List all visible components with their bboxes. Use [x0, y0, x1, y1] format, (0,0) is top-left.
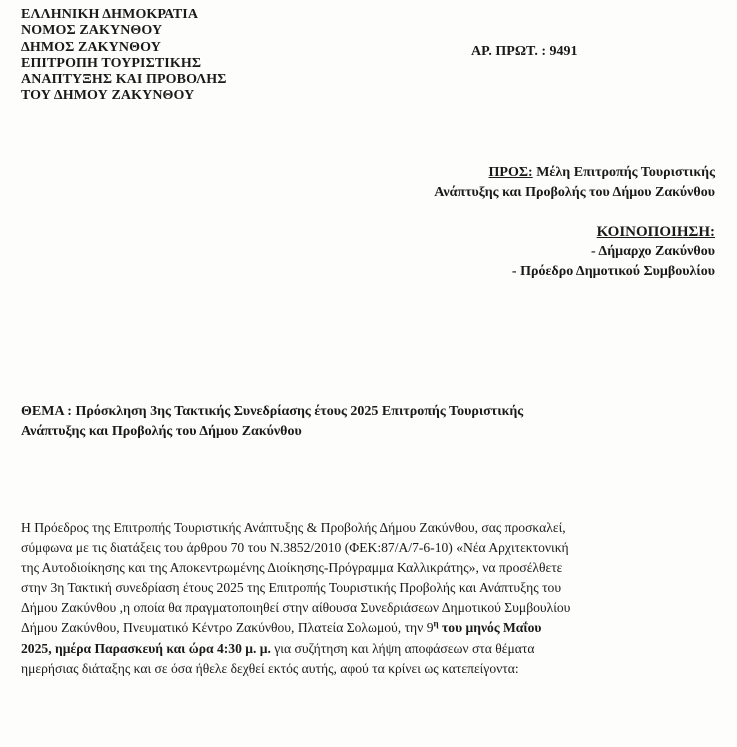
- body-line: Η Πρόεδρος της Επιτροπής Τουριστικής Ανάπτυξης & Προβολής Δήμου Ζακύνθου, σας προσκαλεί,: [21, 520, 566, 535]
- body-line: ημερήσιας διάταξης και σε όσα ήθελε δεχθεί εκτός αυτής, αφού τα κρίνει ως κατεπείγοντα:: [21, 660, 519, 676]
- body-line: Δήμου Ζακύνθου ,η οποία θα πραγματοποιηθεί στην αίθουσα Συνεδριάσεων Δημοτικού Συμβουλίου: [21, 600, 571, 616]
- subject-block: [21, 402, 523, 442]
- cc-item: - Πρόεδρο Δημοτικού Συμβουλίου: [511, 264, 715, 279]
- cc-block: [512, 222, 715, 282]
- ordinal-superscript: η: [433, 618, 439, 629]
- body-text-run: Δήμου Ζακύνθου, Πνευματικό Κέντρο Ζακύνθου, Πλατεία Σολωμού, την 9: [21, 620, 434, 636]
- subject-line: Ανάπτυξης και Προβολής του Δήμου Ζακύνθου: [21, 424, 302, 439]
- recipients-line: Ανάπτυξης και Προβολής του Δήμου Ζακύνθου: [434, 185, 715, 200]
- issuer-block: [21, 7, 226, 105]
- issuer-line: ΝΟΜΟΣ ΖΑΚΥΝΘΟΥ: [21, 23, 163, 39]
- body-line: [21, 618, 721, 638]
- recipients-block: [434, 163, 715, 203]
- issuer-line: ΕΛΛΗΝΙΚΗ ΔΗΜΟΚΡΑΤΙΑ: [21, 7, 199, 22]
- cc-item: - Δήμαρχο Ζακύνθου: [591, 244, 715, 259]
- body-text-bold: του μηνός Μαΐου: [438, 620, 542, 636]
- issuer-line: ΕΠΙΤΡΟΠΗ ΤΟΥΡΙΣΤΙΚΗΣ: [21, 55, 202, 71]
- subject-line: ΘΕΜΑ : Πρόσκληση 3ης Τακτικής Συνεδρίασης έτους 2025 Επιτροπής Τουριστικής: [21, 404, 524, 419]
- recipients-line: Μέλη Επιτροπής Τουριστικής: [536, 165, 715, 180]
- body-line: σύμφωνα με τις διατάξεις του άρθρου 70 του Ν.3852/2010 (ΦΕΚ:87/Α/7-6-10) «Νέα Αρχιτεκτονική: [21, 540, 569, 556]
- body-line: της Αυτοδιοίκησης και της Αποκεντρωμένης Διοίκησης-Πρόγραμμα Καλλικράτης», να προσέλθετε: [21, 560, 563, 576]
- cc-label: ΚΟΙΝΟΠΟΙΗΣΗ:: [596, 224, 715, 240]
- protocol-label: ΑΡ. ΠΡΩΤ. :: [471, 44, 547, 59]
- body-line: στην 3η Τακτική συνεδρίαση έτους 2025 της Επιτροπής Τουριστικής Προβολής και Ανάπτυξης του: [21, 580, 562, 596]
- body-text-run: για συζήτηση και λήψη αποφάσεων στα θέματα: [270, 640, 535, 656]
- issuer-line: ΤΟΥ ΔΗΜΟΥ ΖΑΚΥΝΘΟΥ: [21, 88, 195, 104]
- issuer-line: ΑΝΑΠΤΥΞΗΣ ΚΑΙ ΠΡΟΒΟΛΗΣ: [21, 72, 227, 88]
- protocol-number: [471, 44, 578, 60]
- protocol-value: 9491: [549, 44, 578, 59]
- recipients-label: ΠΡΟΣ:: [488, 165, 533, 180]
- issuer-line: ΔΗΜΟΣ ΖΑΚΥΝΘΟΥ: [21, 39, 161, 55]
- body-text-bold: 2025, ημέρα Παρασκευή και ώρα 4:30 μ. μ.: [21, 640, 271, 656]
- body-paragraph: [21, 518, 721, 679]
- body-line: [21, 639, 721, 659]
